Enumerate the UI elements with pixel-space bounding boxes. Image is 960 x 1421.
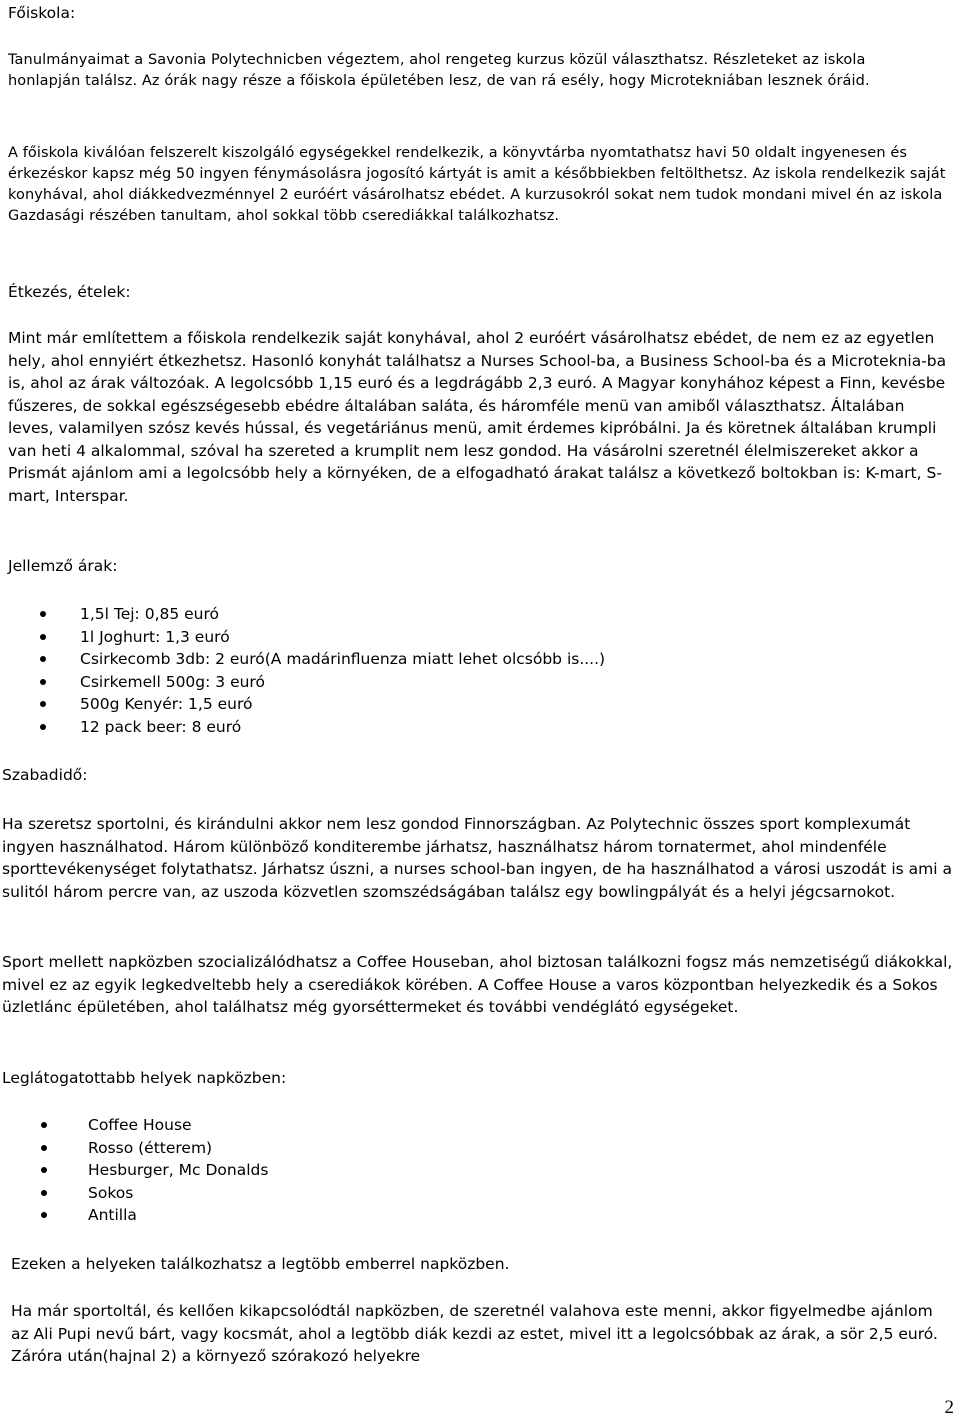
list-item: 1,5l Tej: 0,85 euró bbox=[40, 603, 940, 626]
list-item: Coffee House bbox=[41, 1114, 941, 1137]
paragraph-szabadido-coffee-house: Sport mellett napközben szocializálódhatsz a Coffee Houseban, ahol biztosan találkozni fogsz más nemzetiségű diákokkal, mivel ez az egyik legkedveltebb hely a cserediákok körében. A Coffee House a varos központban helyezkedik és a Sokos üzletlánc épületében, ahol találhatsz még gyorséttermeket és további vendéglátó egységeket. bbox=[2, 953, 953, 1016]
list-item: Hesburger, Mc Donalds bbox=[41, 1159, 941, 1182]
page-number: 2 bbox=[944, 1397, 954, 1418]
paragraph-szabadido-sport: Ha szeretsz sportolni, és kirándulni akkor nem lesz gondod Finnországban. Az Polytechnic összes sport komplexumát ingyen használhatod. Három különböző konditerembe járhatsz, használhatsz három tornatermet, ahol mindenféle sporttevékenységet folytathatsz. Járhatsz úszni, a nurses school-ban ingyen, de ha használhatod a városi uszodát is ami a sulitól három percre van, az uszoda közvetlen szomszédságában találsz egy bowlingpályát és a helyi jégcsarnokot. bbox=[2, 815, 952, 901]
heading-etkezes: Étkezés, ételek: bbox=[8, 283, 131, 301]
list-item: 1l Joghurt: 1,3 euró bbox=[40, 626, 940, 649]
list-item: Csirkemell 500g: 3 euró bbox=[40, 671, 940, 694]
places-list bbox=[41, 1114, 941, 1227]
paragraph-foiskola-facilities: A főiskola kiválóan felszerelt kiszolgáló egységekkel rendelkezik, a könyvtárba nyomtathatsz havi 50 oldalt ingyenesen és érkezéskor kapsz még 50 ingyen fénymásolásra jogosító kártyát is amit a későbbiekben feltölthetsz. Az iskola rendelkezik saját konyhával, ahol diákkedvezménnyel 2 euróért vásárolhatsz ebédet. A kurzusokról sokat nem tudok mondani mivel én az iskola Gazdasági részében tanultam, ahol sokkal több cserediákkal találkozhatsz. bbox=[8, 145, 946, 224]
bullet-icon bbox=[40, 701, 46, 707]
paragraph-helyek: Ezeken a helyeken találkozhatsz a legtöbb emberrel napközben. bbox=[11, 1255, 510, 1273]
list-item: 12 pack beer: 8 euró bbox=[40, 716, 940, 739]
paragraph-etkezes: Mint már említettem a főiskola rendelkezik saját konyhával, ahol 2 euróért vásárolhatsz ebédet, de nem ez az egyetlen hely, ahol ennyiért étkezhetsz. Hasonló konyhát találhatsz a Nurses School-ba, a Business School-ba és a Microteknia-ba is, ahol az árak változóak. A legolcsóbb 1,15 euró és a legdrágább 2,3 euró. A Magyar konyhához képest a Finn, kevésbe fűszeres, de sokkal egészségesebb ebédre általában saláta, és háromféle menü van amiből választhatsz. Általában leves, valamilyen szósz kevés hússal, és vegetáriánus menü, amit érdemes kipróbálni. Ja és köretnek általában krumpli van heti 4 alkalommal, szóval ha szereted a krumplit nem lesz gondod. Ha vásárolni szeretnél élelmiszereket akkor a Prismát ajánlom ami a legolcsóbb hely a környéken, de a elfogadható árakat találsz a következő boltokban is: K-mart, S-mart, Interspar. bbox=[8, 329, 947, 505]
list-item: Sokos bbox=[41, 1182, 941, 1205]
list-item: Rosso (étterem) bbox=[41, 1137, 941, 1160]
price-list bbox=[40, 603, 940, 738]
heading-jellemzo-arak: Jellemző árak: bbox=[8, 557, 118, 575]
heading-szabadido: Szabadidő: bbox=[2, 766, 88, 784]
bullet-icon bbox=[40, 634, 46, 640]
list-item: 500g Kenyér: 1,5 euró bbox=[40, 693, 940, 716]
heading-foiskola: Főiskola: bbox=[8, 4, 76, 22]
bullet-icon bbox=[41, 1167, 47, 1173]
list-item: Csirkecomb 3db: 2 euró(A madárinfluenza miatt lehet olcsóbb is....) bbox=[40, 648, 940, 671]
paragraph-este: Ha már sportoltál, és kellően kikapcsolódtál napközben, de szeretnél valahova este menni, akkor figyelmedbe ajánlom az Ali Pupi nevű bárt, vagy kocsmát, ahol a legtöbb diák kezdi az estet, mivel itt a legolcsóbbak az árak, a sör 2,5 euró. Záróra után(hajnal 2) a környező szórakozó helyekre bbox=[11, 1302, 938, 1365]
bullet-icon bbox=[40, 611, 46, 617]
bullet-icon bbox=[40, 656, 46, 662]
heading-leglatogatottabb-helyek: Leglátogatottabb helyek napközben: bbox=[2, 1069, 287, 1087]
bullet-icon bbox=[40, 724, 46, 730]
bullet-icon bbox=[40, 679, 46, 685]
bullet-icon bbox=[41, 1190, 47, 1196]
bullet-icon bbox=[41, 1212, 47, 1218]
bullet-icon bbox=[41, 1145, 47, 1151]
paragraph-foiskola-intro: Tanulmányaimat a Savonia Polytechnicben végeztem, ahol rengeteg kurzus közül választhatsz. Részleteket az iskola honlapján találsz. Az órák nagy része a főiskola épületében lesz, de van rá esély, hogy Microtekniában lesznek óráid. bbox=[8, 52, 870, 89]
bullet-icon bbox=[41, 1122, 47, 1128]
list-item: Antilla bbox=[41, 1204, 941, 1227]
